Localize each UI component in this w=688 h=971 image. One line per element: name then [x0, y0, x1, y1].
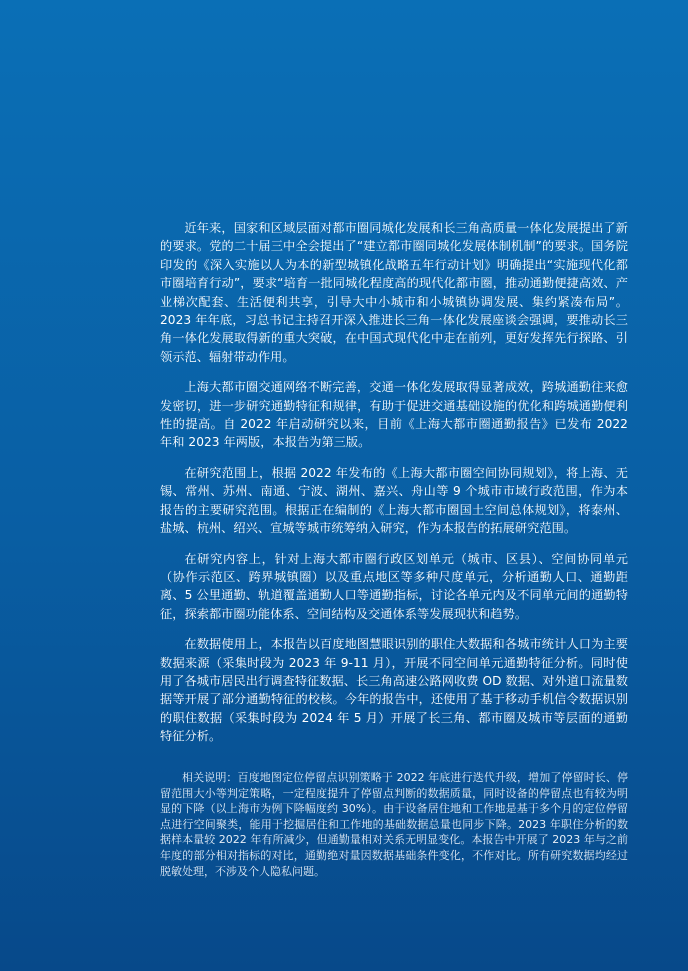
paragraph-background: 近年来，国家和区域层面对都市圈同城化发展和长三角高质量一体化发展提出了新的要求。党的二十届三中全会提出了“建立都市圈同城化发展体制机制”的要求。国务院印发的《深入实施以人为本的新型城镇化战略五年行动计划》明确提出“实施现代化都市圈培育行动”，要求“培育一批同城化程度高的现代化都市圈，推动通勤便捷高效、产业梯次配套、生活便利共享，引导大中小城市和小城镇协调发展、集约紧凑布局”。2023 年年底，习总书记主持召开深入推进长三角一体化发展座谈会强调，要推动长三角一体化发展取得新的重大突破，在中国式现代化中走在前列，更好发挥先行探路、引领示范、辐射带动作用。	[160, 221, 628, 364]
paragraph-network: 上海大都市圈交通网络不断完善，交通一体化发展取得显著成效，跨城通勤往来愈发密切，进一步研究通勤特征和规律，有助于促进交通基础设施的优化和跨城通勤便利性的提高。自 2022 年启动研究以来，目前《上海大都市圈通勤报告》已发布 2022 年和 2023 年两版，本报告为第三版。	[160, 380, 628, 450]
body-text	[160, 219, 628, 758]
related-note: 相关说明：百度地图定位停留点识别策略于 2022 年底进行迭代升级，增加了停留时长、停留范围大小等判定策略，一定程度提升了停留点判断的数据质量，同时设备的停留点也有较为明显的下降（以上海市为例下降幅度约 30%）。由于设备居住地和工作地是基于多个月的定位停留点进行空间聚类，能用于挖掘居住和工作地的基础数据总量也同步下降。2023 年职住分析的数据样本量较 2022 年有所减少，但通勤量相对关系无明显变化。本报告中开展了 2023 年与之前年度的部分相对指标的对比，通勤绝对量因数据基础条件变化，不作对比。所有研究数据均经过脱敏处理，不涉及个人隐私问题。	[160, 771, 628, 878]
paragraph-data: 在数据使用上，本报告以百度地图慧眼识别的职住大数据和各城市统计人口为主要数据来源（采集时段为 2023 年 9-11 月），开展不同空间单元通勤特征分析。同时使用了各城市居民出行调查特征数据、长三角高速公路网收费 OD 数据、对外道口流量数据等开展了部分通勤特征的校核。今年的报告中，还使用了基于移动手机信令数据识别的职住数据（采集时段为 2024 年 5 月）开展了长三角、都市圈及城市等层面的通勤特征分析。	[160, 637, 628, 744]
paragraph-content: 在研究内容上，针对上海大都市圈行政区划单元（城市、区县）、空间协同单元（协作示范区、跨界城镇圈）以及重点地区等多种尺度单元，分析通勤人口、通勤距离、5 公里通勤、轨道覆盖通勤人口等通勤指标，讨论各单元内及不同单元间的通勤特征，探索都市圈功能体系、空间结构及交通体系等发展现状和趋势。	[160, 551, 628, 621]
paragraph-scope: 在研究范围上，根据 2022 年发布的《上海大都市圈空间协同规划》，将上海、无锡、常州、苏州、南通、宁波、湖州、嘉兴、舟山等 9 个城市市域行政范围，作为本报告的主要研究范围。根据正在编制的《上海大都市圈国土空间总体规划》，将泰州、盐城、杭州、绍兴、宣城等城市统筹纳入研究，作为本报告的拓展研究范围。	[160, 465, 628, 536]
